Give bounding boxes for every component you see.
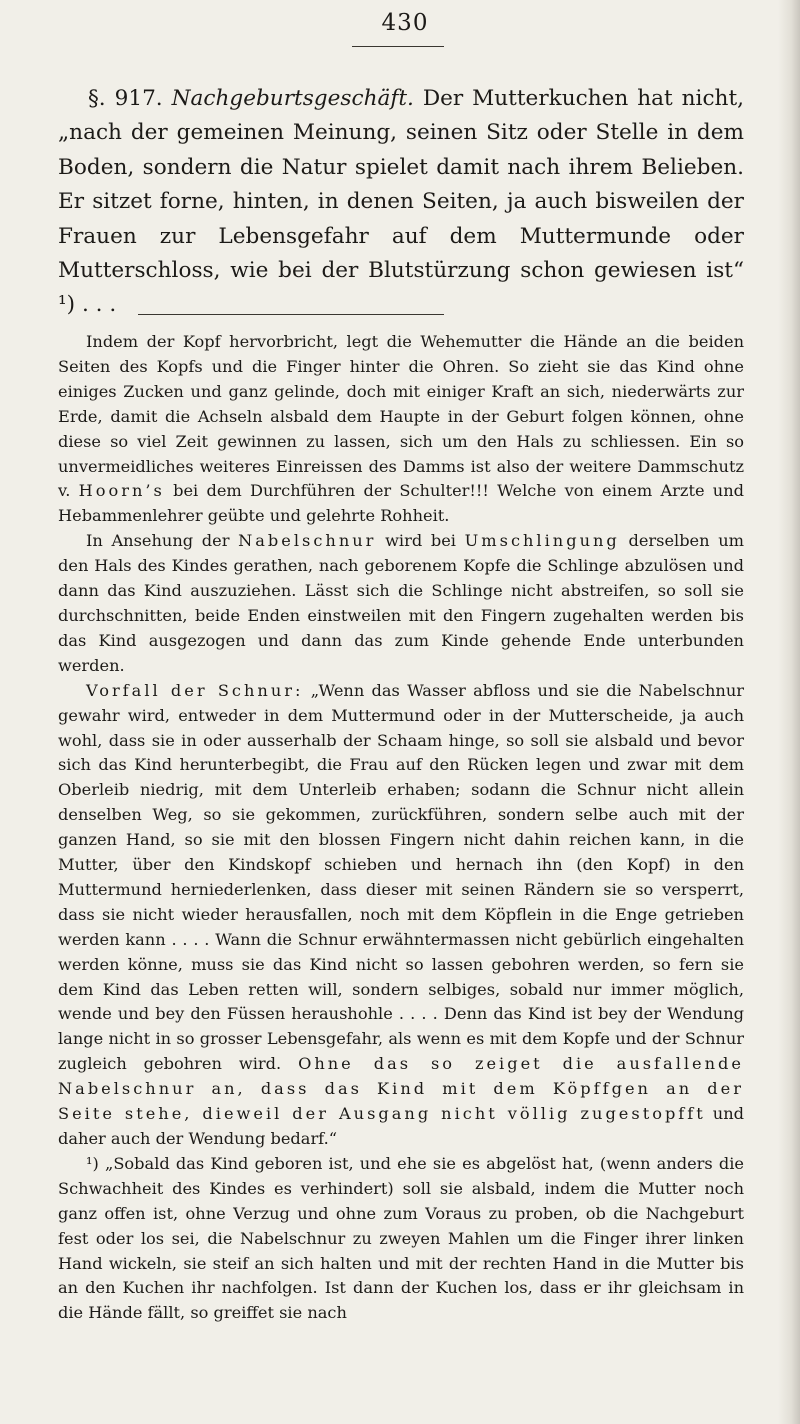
footnote-text: ¹) „Sobald das Kind geboren ist, und ehe sie es abgelöst hat, (wenn anders die Schwachheit des Kindes es verhindert) soll sie alsbald, indem die Mutter noch ganz offen ist, ohne Verzug und ohne zum Voraus zu proben, ob die Nachgeburt fest oder los sei, die Nabelschnur zu zweyen Mahlen um die Finger ihrer linken Hand wickeln, sie steif an sich halten und mit der rechten Hand in die Mutter bis an den Kuchen ihr nachfolgen. Ist dann der Kuchen los, dass er ihr gleichsam in die Hände fällt, so greiffet sie nach xyxy=(58,1153,744,1323)
page-number: 430 xyxy=(381,10,429,36)
main-paragraph xyxy=(58,82,744,323)
footnote-separator xyxy=(138,314,444,315)
footnote-text: bei dem Durchführen der Schulter!!! Welche von einem Arzte und Hebammenlehrer geübte und gelehrte Rohheit. xyxy=(58,481,744,526)
footnote-block xyxy=(58,330,744,1326)
page-number-underline xyxy=(352,46,444,47)
section-heading: Nachgeburtsgeschäft. xyxy=(171,86,414,111)
paragraph-label: §. 917. xyxy=(88,86,163,111)
footnote-text: derselben um den Hals des Kindes gerathen, nach geborenem Kopfe die Schlinge abzulösen und dann das Kind auszuziehen. Lässt sich die Schlinge nicht abstreifen, so soll sie durchschnitten, beide Enden einstweilen mit den Fingern zugehalten werden bis das Kind ausgezogen und dann das zum Kinde gehende Ende unterbunden werden. xyxy=(58,531,744,675)
footnote-paragraph-2 xyxy=(58,529,744,678)
footnote-text: und daher auch der Wendung bedarf.“ xyxy=(58,1104,744,1148)
page-edge-shadow xyxy=(778,0,800,1424)
author-name: Hoorn’s xyxy=(78,481,165,501)
footnote-text: „Wenn das Wasser abfloss und sie die Nabelschnur gewahr wird, entweder in dem Muttermund oder in der Mutterscheide, ja auch wohl, dass sie in oder ausserhalb der Schaam hinge, so soll sie alsbald und bevor sich das Kind herunterbegibt, die Frau auf den Rücken legen und zwar mit dem Oberleib niedrig, mit dem Unterleib erhaben; sodann die Schnur nicht allein denselben Weg, so sie gekommen, zurückführen, sondern selbe auch mit der ganzen Hand, so sie mit den blossen Fingern nicht dahin reichen kann, in die Mutter, über den Kindskopf schieben und hernach ihn (den Kopf) in den Muttermund herniederlenken, dass dieser mit seinen Rändern sie so versperrt, dass sie nicht wieder herausfallen, noch mit dem Köpflein in die Enge getrieben werden kann . . . . Wann die Schnur erwähntermassen nicht gebürlich eingehalten werden könne, muss sie das Kind nicht so lassen gebohren werden, so fern sie dem Kind das Leben retten will, sondern selbiges, sobald nur immer möglich, wende und bey den Füssen heraushohle . . . . Denn das Kind ist bey der Wendung lange nicht in so grosser Lebensgefahr, als wenn es mit dem Kopfe und der Schnur zugleich gebohren wird. xyxy=(58,680,744,1074)
footnote-text: In Ansehung der xyxy=(86,531,230,551)
paragraph-text: Der Mutterkuchen hat nicht, „nach der gemeinen Meinung, seinen Sitz oder Stelle in dem Boden, sondern die Natur spielet damit nach ihrem Belieben. Er sitzet forne, hinten, in denen Seiten, ja auch bisweilen der Frauen zur Lebensgefahr auf dem Muttermunde oder Mutterschloss, wie bei der Blutstürzung schon gewiesen ist“ ¹) . . . xyxy=(58,86,744,318)
emphasis-passage: Ohne das so zeiget die ausfallende Nabelschnur an, dass das Kind mit dem Köpffgen an der Seite stehe, dieweil der Ausgang nicht völlig zugestopfft xyxy=(58,1054,744,1124)
footnote-paragraph-3 xyxy=(58,679,744,1152)
footnote-text: Indem der Kopf hervorbricht, legt die Wehemutter die Hände an die beiden Seiten des Kopfs und die Finger hinter die Ohren. So zieht sie das Kind ohne einiges Zucken und ganz gelinde, doch mit einiger Kraft an sich, niederwärts zur Erde, damit die Achseln alsbald dem Haupte in der Geburt folgen können, ohne diese so viel Zeit gewinnen zu lassen, sich um den Hals zu schliessen. Ein so unvermeidliches weiteres Einreissen des Damms ist also der weitere Dammschutz v. xyxy=(58,332,744,501)
emphasis-term: Nabelschnur xyxy=(238,531,377,551)
footnote-paragraph-1 xyxy=(58,330,744,529)
footnote-paragraph-4 xyxy=(58,1152,744,1326)
subsection-label: Vorfall der Schnur: xyxy=(86,680,304,700)
footnote-text: wird bei xyxy=(385,531,456,551)
emphasis-term: Umschlingung xyxy=(464,531,620,551)
